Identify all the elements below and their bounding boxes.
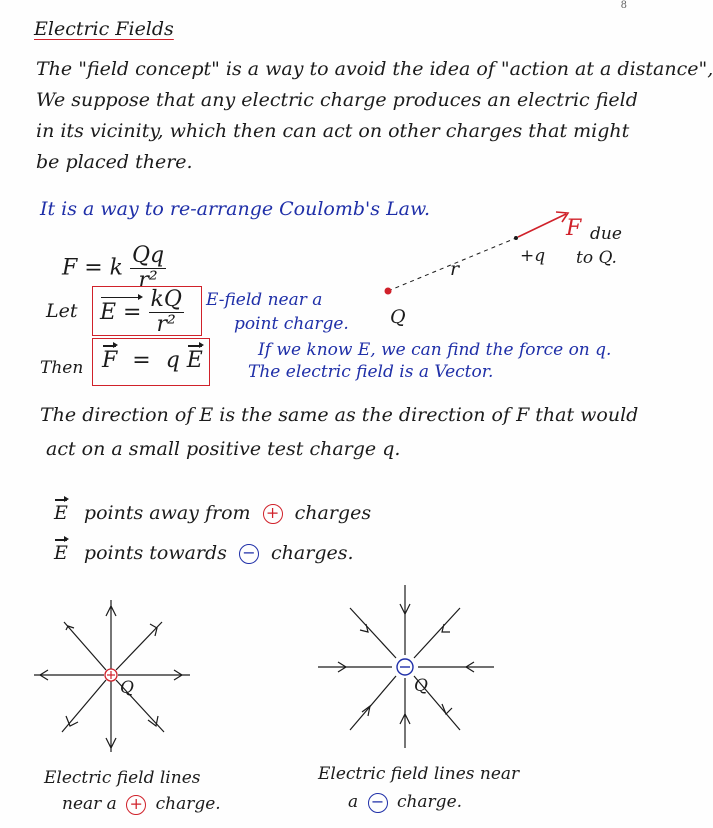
direction-line-1: The direction of E is the same as the direction of F that would — [40, 404, 639, 426]
page-number: 8 — [620, 0, 627, 11]
right-caption-charge: charge. — [396, 792, 463, 812]
right-caption-line-1: Electric field lines near — [318, 764, 520, 784]
force-note-line-1: due — [590, 224, 622, 244]
left-caption-near: near a — [62, 794, 117, 814]
right-caption-a: a — [348, 792, 359, 812]
force-vector-F: F — [102, 348, 118, 373]
field-note-line-2: point charge. — [234, 314, 349, 334]
blue-line-2: The electric field is a Vector. — [248, 362, 494, 382]
force-label: F — [566, 216, 582, 241]
points-away-text: points away from — [83, 502, 251, 524]
plus-charge-icon: + — [263, 504, 283, 524]
right-caption-minus-icon: − — [368, 793, 388, 813]
force-vector-q: q — [165, 348, 180, 373]
source-charge-dot — [385, 288, 392, 295]
source-charge-label: Q — [390, 306, 406, 328]
field-formula-den: r² — [156, 312, 176, 338]
left-charge-q-label: Q — [120, 678, 134, 698]
left-caption-line-2 — [62, 794, 221, 815]
force-vector-eq: = — [132, 348, 151, 373]
test-charge-label: +q — [520, 246, 546, 266]
intro-line-4: be placed there. — [36, 151, 193, 173]
force-formula-den: r² — [138, 268, 158, 294]
intro-line-1: The "field concept" is a way to avoid the idea of "action at a distance", — [36, 58, 713, 80]
points-away-after: charges — [294, 502, 372, 524]
force-vector-E: E — [186, 348, 203, 373]
then-label: Then — [40, 358, 84, 378]
points-towards-text: points towards — [83, 542, 227, 564]
force-formula-lhs: F = k — [62, 255, 124, 281]
field-note-line-1: E-field near a — [206, 290, 323, 310]
field-formula-lhs: E = — [100, 299, 142, 325]
let-label: Let — [46, 300, 78, 322]
intro-line-2: We suppose that any electric charge produces an electric field — [36, 89, 638, 111]
distance-label: r — [450, 258, 460, 280]
left-caption-plus-icon: + — [126, 795, 146, 815]
intro-line-3: in its vicinity, which then can act on other charges that might — [36, 120, 630, 142]
force-note-line-2: to Q. — [576, 248, 617, 268]
page-title: Electric Fields — [34, 18, 174, 40]
right-caption-line-2 — [348, 792, 462, 813]
points-towards-after: charges. — [271, 542, 354, 564]
force-formula-num: Qq — [132, 243, 165, 268]
points-away-E: E — [54, 502, 68, 524]
left-caption-line-1: Electric field lines — [44, 768, 201, 788]
field-formula-num: kQ — [150, 287, 182, 312]
minus-charge-icon: − — [239, 544, 259, 564]
coulomb-line: It is a way to re-arrange Coulomb's Law. — [40, 198, 431, 220]
points-towards-E: E — [54, 542, 68, 564]
right-charge-q-label: Q — [414, 676, 428, 696]
force-arrow — [518, 214, 566, 237]
test-charge-dot — [514, 236, 518, 240]
direction-line-2: act on a small positive test charge q. — [46, 438, 401, 460]
left-caption-charge: charge. — [155, 794, 221, 814]
blue-line-1: If we know E, we can find the force on q. — [258, 340, 612, 360]
